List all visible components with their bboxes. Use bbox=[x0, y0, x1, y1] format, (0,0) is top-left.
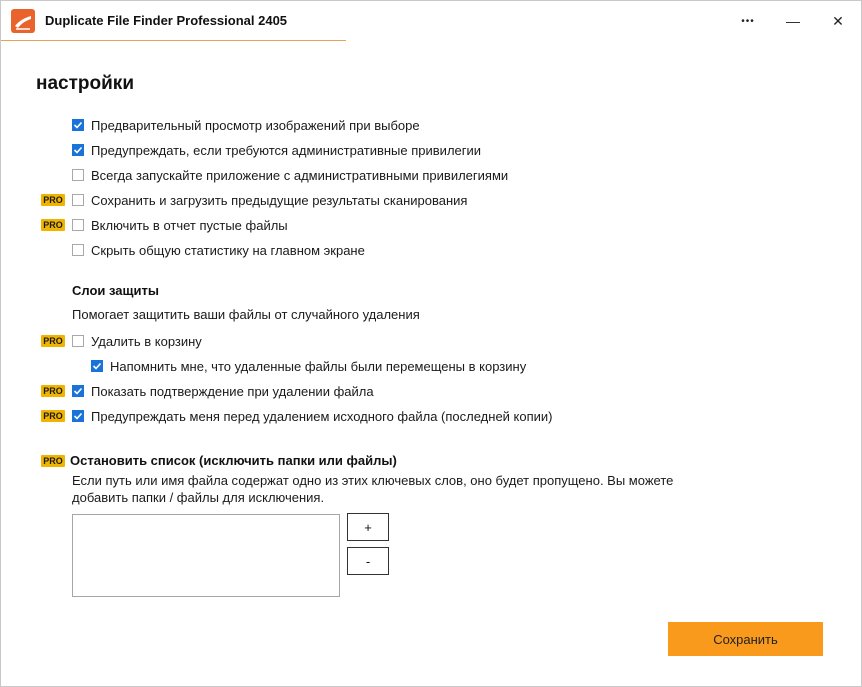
warn-admin-checkbox[interactable] bbox=[72, 144, 84, 156]
setting-warn-last-copy[interactable] bbox=[72, 406, 553, 426]
always-admin-checkbox[interactable] bbox=[72, 169, 84, 181]
setting-always-admin[interactable] bbox=[72, 165, 508, 185]
pro-badge: PRO bbox=[41, 455, 65, 467]
add-exclusion-button[interactable]: + bbox=[347, 513, 389, 541]
pro-badge: PRO bbox=[41, 410, 65, 422]
window-title: Duplicate File Finder Professional 2405 bbox=[45, 13, 288, 28]
preview-images-checkbox[interactable] bbox=[72, 119, 84, 131]
title-underline bbox=[1, 40, 346, 41]
title-bar bbox=[1, 1, 861, 41]
setting-preview-images[interactable] bbox=[72, 115, 420, 135]
setting-label: Предупреждать меня перед удалением исходного файла (последней копии) bbox=[91, 408, 553, 424]
empty-files-checkbox[interactable] bbox=[72, 219, 84, 231]
save-button[interactable]: Сохранить bbox=[668, 622, 823, 656]
app-logo-icon bbox=[11, 9, 35, 33]
minimize-icon[interactable]: — bbox=[786, 13, 800, 29]
setting-empty-files[interactable] bbox=[72, 215, 288, 235]
setting-label: Скрыть общую статистику на главном экране bbox=[91, 242, 365, 258]
remind-recycle-checkbox[interactable] bbox=[91, 360, 103, 372]
delete-to-recycle-checkbox[interactable] bbox=[72, 335, 84, 347]
protection-subtitle: Помогает защитить ваши файлы от случайного удаления bbox=[72, 307, 420, 322]
warn-last-copy-checkbox[interactable] bbox=[72, 410, 84, 422]
pro-badge: PRO bbox=[41, 219, 65, 231]
setting-label: Сохранить и загрузить предыдущие результаты сканирования bbox=[91, 192, 468, 208]
pro-badge: PRO bbox=[41, 385, 65, 397]
pro-badge: PRO bbox=[41, 194, 65, 206]
stoplist-title: Остановить список (исключить папки или файлы) bbox=[70, 453, 397, 468]
setting-warn-admin[interactable] bbox=[72, 140, 481, 160]
save-results-checkbox[interactable] bbox=[72, 194, 84, 206]
more-options-icon[interactable]: ••• bbox=[741, 15, 755, 27]
stoplist-description-line2: добавить папки / файлы для исключения. bbox=[72, 490, 325, 505]
setting-label: Предупреждать, если требуются административные привилегии bbox=[91, 142, 482, 158]
stoplist-description-line1: Если путь или имя файла содержат одно из этих ключевых слов, оно будет пропущено. Вы можете bbox=[72, 473, 674, 488]
setting-hide-stats[interactable] bbox=[72, 240, 365, 260]
setting-label: Всегда запускайте приложение с административными привилегиями bbox=[91, 167, 509, 183]
remove-exclusion-button[interactable]: - bbox=[347, 547, 389, 575]
protection-title: Слои защиты bbox=[72, 283, 159, 298]
setting-delete-to-recycle[interactable] bbox=[72, 331, 202, 351]
setting-label: Удалить в корзину bbox=[91, 333, 202, 349]
setting-remind-recycle[interactable] bbox=[91, 356, 526, 376]
setting-label: Напомнить мне, что удаленные файлы были перемещены в корзину bbox=[110, 358, 527, 374]
setting-save-results[interactable] bbox=[72, 190, 467, 210]
page-title: настройки bbox=[36, 73, 134, 94]
close-icon[interactable]: ✕ bbox=[832, 12, 844, 29]
stoplist-listbox[interactable] bbox=[72, 514, 340, 597]
setting-label: Показать подтверждение при удалении файла bbox=[91, 383, 374, 399]
setting-label: Включить в отчет пустые файлы bbox=[91, 217, 288, 233]
hide-stats-checkbox[interactable] bbox=[72, 244, 84, 256]
confirm-delete-checkbox[interactable] bbox=[72, 385, 84, 397]
setting-label: Предварительный просмотр изображений при выборе bbox=[91, 117, 420, 133]
pro-badge: PRO bbox=[41, 335, 65, 347]
setting-confirm-delete[interactable] bbox=[72, 381, 374, 401]
